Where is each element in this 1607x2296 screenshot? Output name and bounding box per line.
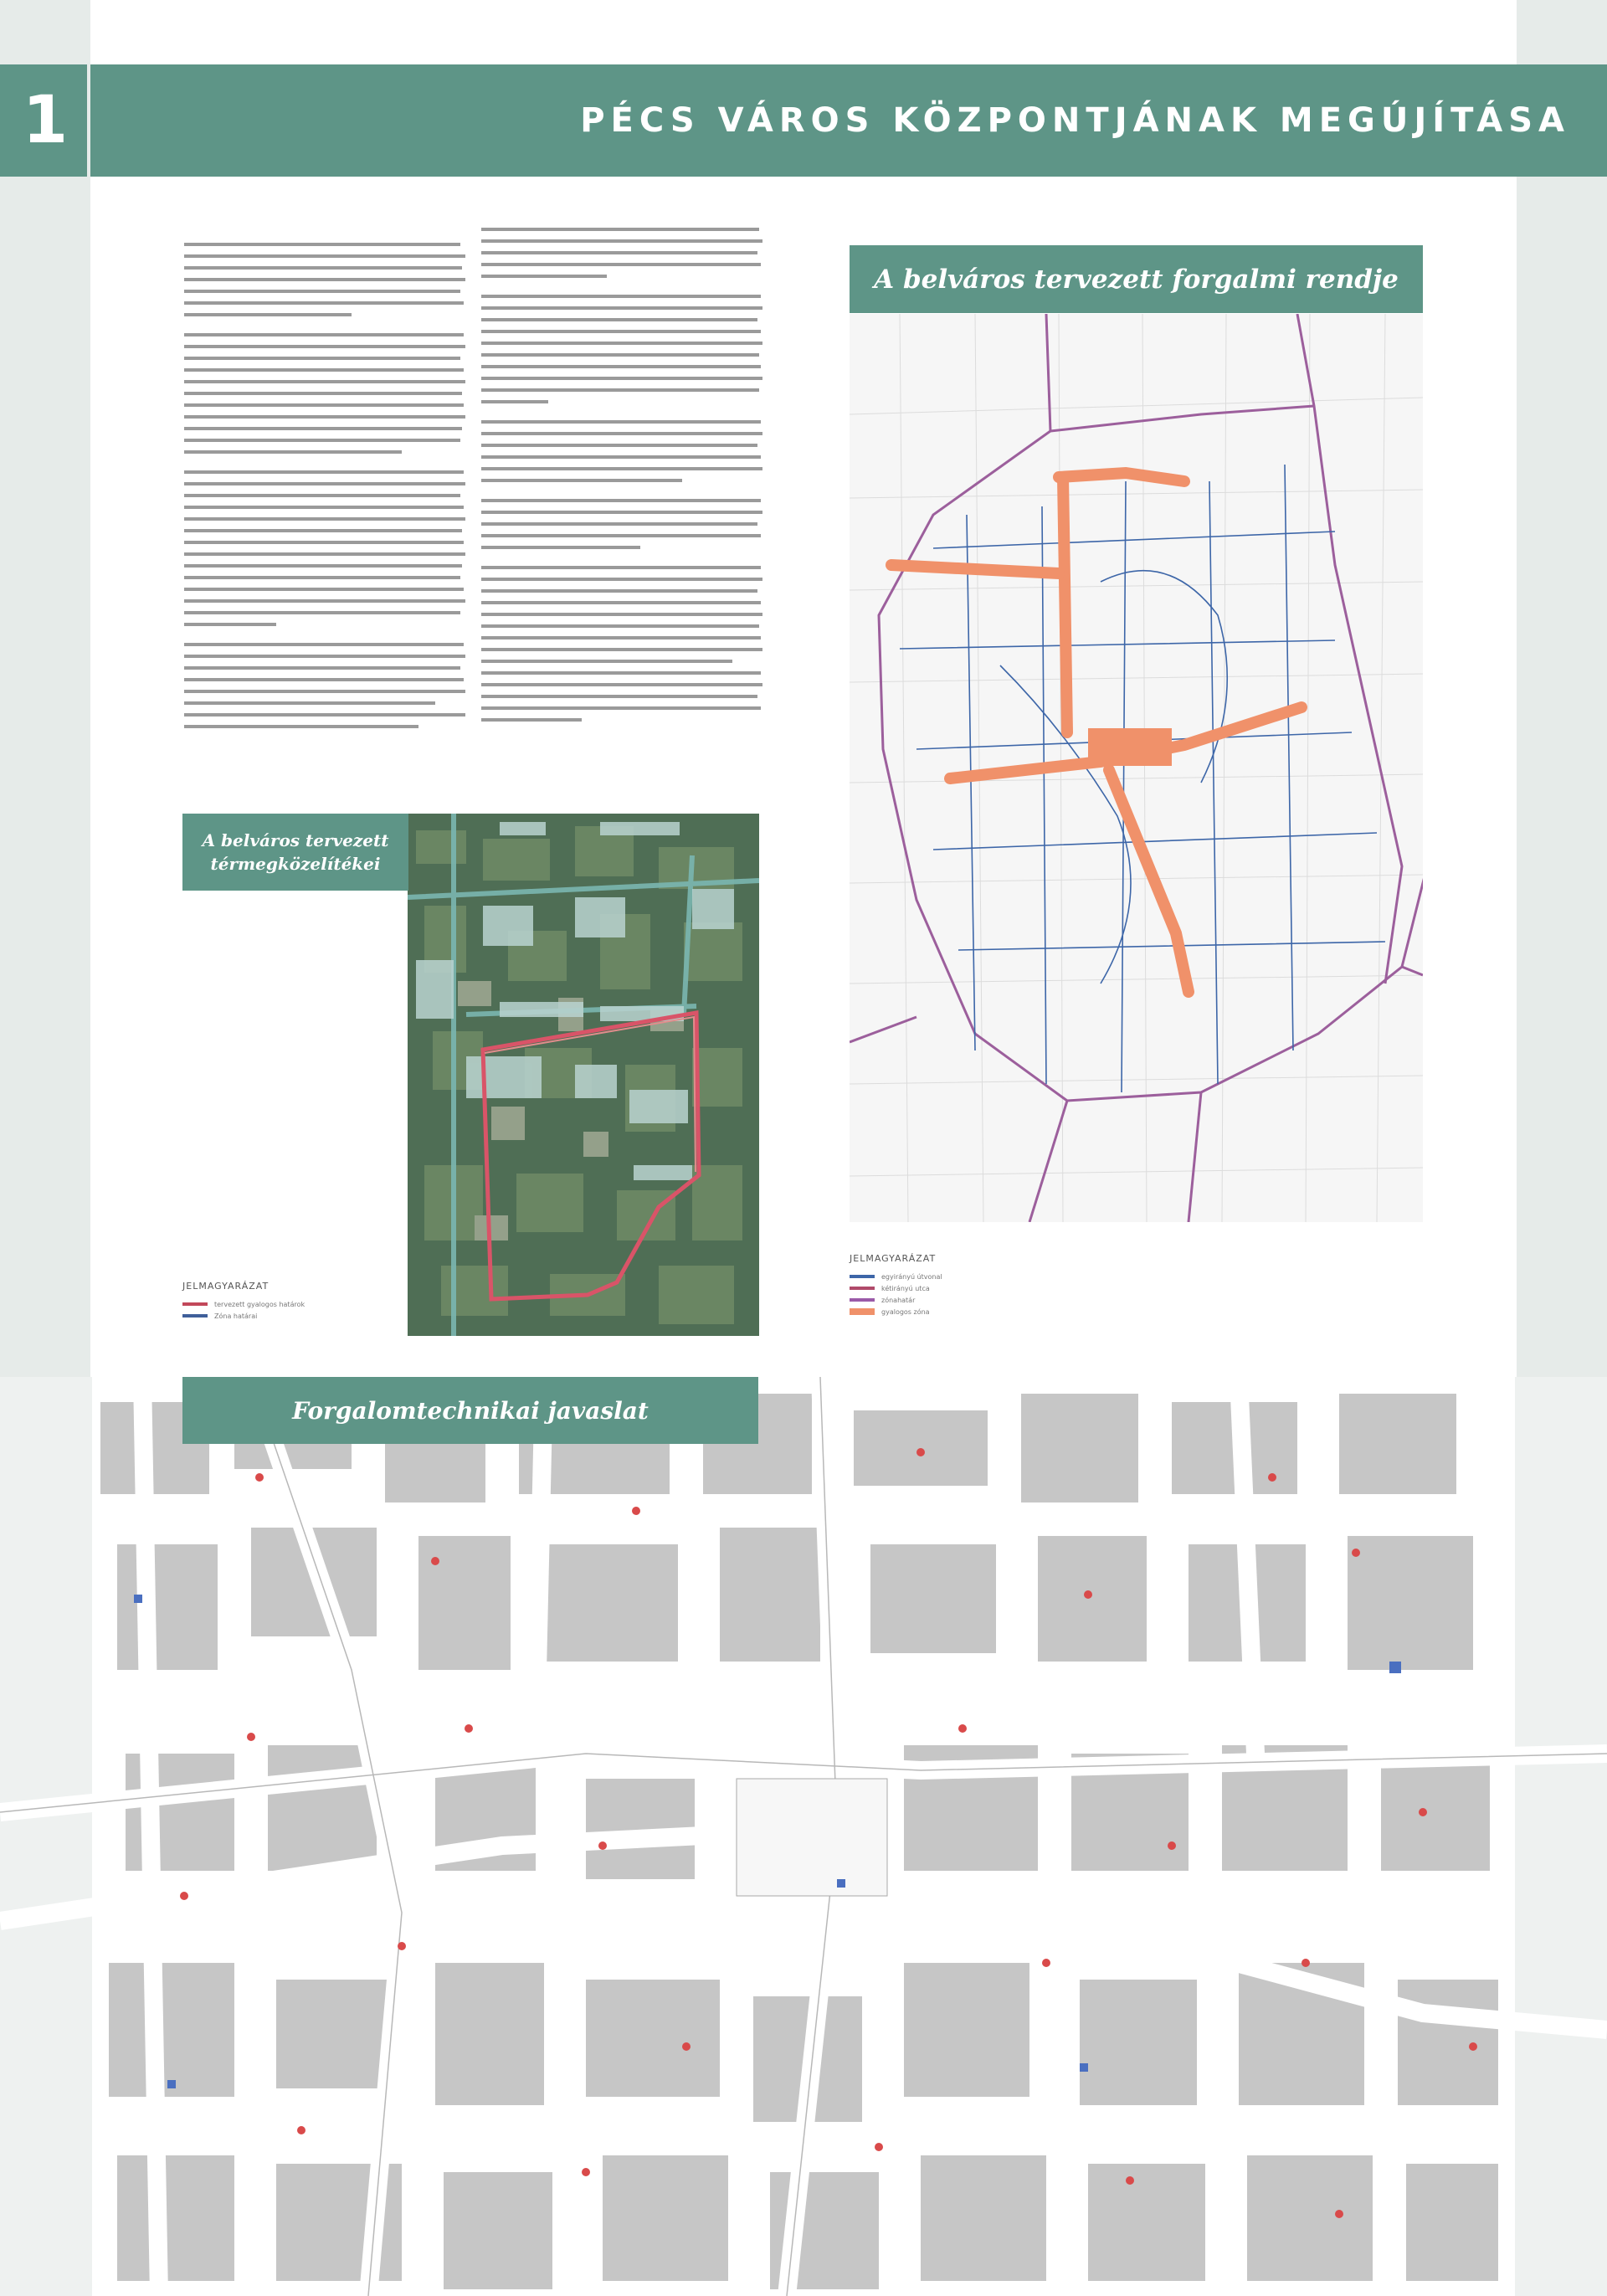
aerial-legend: [182, 1281, 305, 1322]
aerial-map[interactable]: [408, 814, 759, 1336]
right-margin-panel: [1517, 0, 1607, 1377]
aerial-legend-label: Zóna határai: [214, 1312, 258, 1320]
traffic-map[interactable]: [850, 314, 1423, 1222]
traffic-legend-item: [850, 1271, 942, 1282]
proposal-map-title: Forgalomtechnikai javaslat: [182, 1377, 758, 1444]
traffic-map-title: A belváros tervezett forgalmi rendje: [850, 245, 1423, 313]
section-number: 1: [22, 83, 69, 158]
aerial-title-line2: térmegközelítékei: [210, 854, 381, 874]
body-text-column-1: [184, 243, 469, 745]
aerial-legend-label: tervezett gyalogos határok: [214, 1300, 305, 1308]
traffic-legend-label: gyalogos zóna: [881, 1307, 930, 1316]
text-lines-col2: [481, 228, 766, 747]
aerial-legend-item: [182, 1310, 305, 1322]
traffic-legend-item: [850, 1306, 942, 1318]
traffic-legend-title: JELMAGYARÁZAT: [850, 1253, 937, 1264]
traffic-legend-label: egyirányú útvonal: [881, 1272, 942, 1281]
traffic-legend-label: kétirányú utca: [881, 1284, 930, 1292]
aerial-title-line1: A belváros tervezett: [202, 830, 389, 850]
traffic-legend-item: [850, 1294, 942, 1306]
text-lines-col1: [184, 243, 469, 745]
traffic-legend-label: zónahatár: [881, 1296, 916, 1304]
body-text-column-2: [481, 228, 766, 747]
aerial-legend-title: JELMAGYARÁZAT: [182, 1281, 270, 1292]
aerial-map-title: [182, 814, 408, 891]
street-proposal-map[interactable]: [0, 1377, 1607, 2296]
left-margin-panel: [0, 0, 90, 1377]
traffic-legend-item: [850, 1282, 942, 1294]
page-title: PÉCS VÁROS KÖZPONTJÁNAK MEGÚJÍTÁSA: [580, 101, 1570, 140]
traffic-legend: [850, 1253, 942, 1318]
aerial-legend-item: [182, 1298, 305, 1310]
